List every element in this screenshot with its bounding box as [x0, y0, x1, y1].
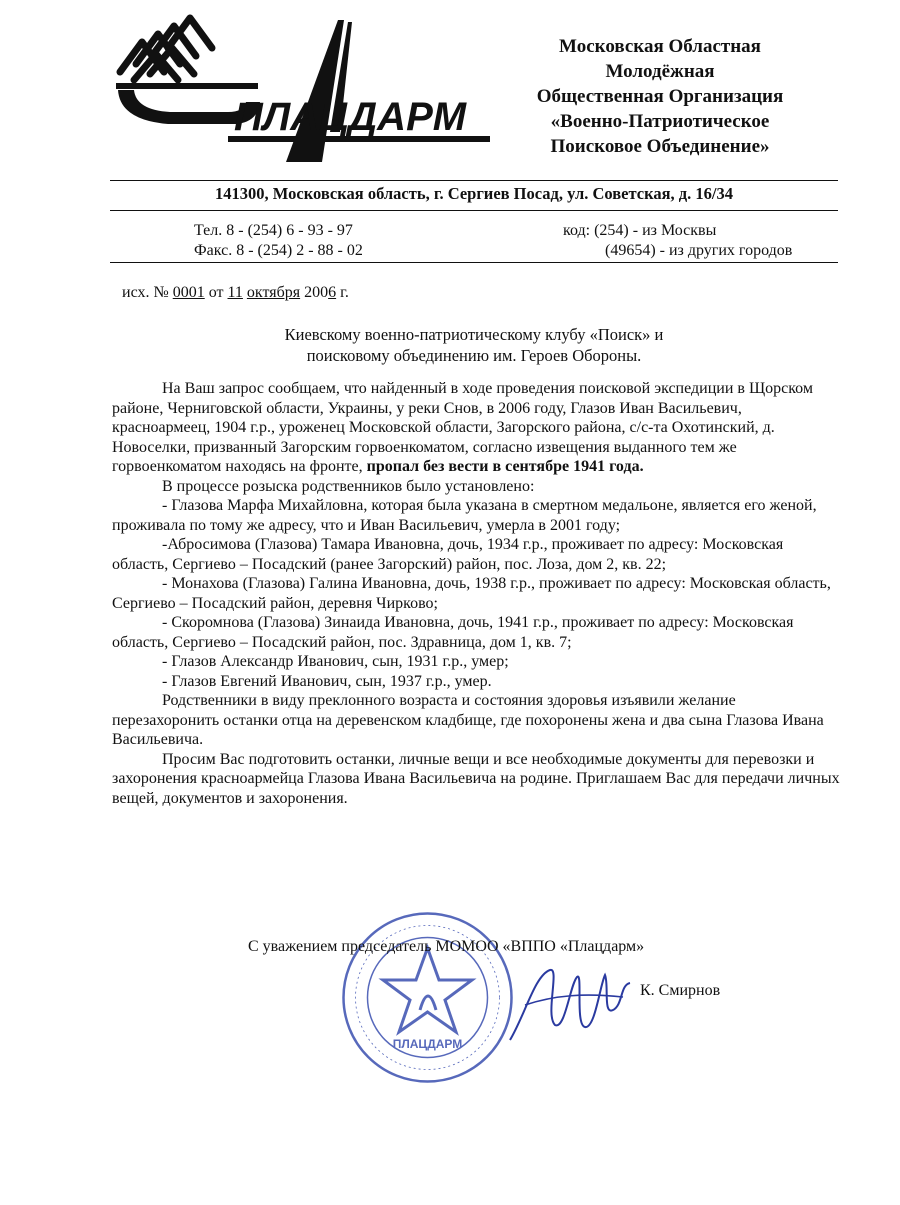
phone-number: Тел. 8 - (254) 6 - 93 - 97 [194, 222, 353, 239]
handwritten-signature [505, 955, 635, 1050]
org-line: Московская Областная [559, 36, 761, 57]
relative-entry: - Глазов Евгений Иванович, сын, 1937 г.р., умер. [162, 672, 492, 690]
logo-text: ПЛАЦДАРМ [234, 95, 467, 139]
header-rule-bottom [110, 262, 838, 263]
body-paragraph: Просим Вас подготовить останки, личные вещи и все необходимые документы для перевозки и захоронения красноармейца Глазова Ивана Васильевича на родине. Приглашаем Вас для передачи личных вещей, документов и захоронения. [112, 750, 840, 807]
ref-year-suffix: 6 [328, 284, 337, 301]
emphasis-missing: пропал без вести в сентябре 1941 года. [366, 458, 644, 475]
org-line: Молодёжная [605, 61, 715, 82]
dial-code-other: (49654) - из других городов [605, 242, 793, 259]
ref-from: от [208, 284, 224, 301]
relative-entry: - Глазова Марфа Михайловна, которая была указана в смертном медальоне, является его женой, проживала по тому же адресу, что и Иван Васильевич, умерла в 2001 году; [112, 497, 817, 534]
body-paragraph [112, 379, 840, 477]
org-line: «Военно-Патриотическое [550, 111, 770, 132]
dial-code-moscow: код: (254) - из Москвы [563, 222, 717, 239]
ref-month: октября [246, 284, 301, 301]
outgoing-reference [122, 284, 349, 302]
relative-entry: -Абросимова (Глазова) Тамара Ивановна, дочь, 1934 г.р., проживает по адресу: Московская область, Сергиево – Посадский (ранее Загорский) район, пос. Лоза, дом 2, кв. 22; [112, 536, 784, 573]
letter-body [112, 379, 840, 808]
paragraph-text: На Ваш запрос сообщаем, что найденный в ходе проведения поисковой экспедиции в Щорском районе, Черниговской области, Украины, у реки Снов, в 2006 году, Глазов Иван Васильевич, красноармеец, 1904 г.р., уроженец Московской области, Загорского района, с/с-та Охотинский, д. Новоселки, призванный Загорским горвоенкоматом, согласно извещения выданного тем же горвоенкоматом находясь на фронте, [112, 380, 813, 475]
closing-regards: С уважением председатель МОМОО «ВППО «Плацдарм» [248, 938, 645, 955]
plats-darm-logo [108, 12, 490, 170]
ref-year-prefix: 200 [304, 284, 329, 301]
organization-stamp [340, 910, 515, 1085]
signer-name: К. Смирнов [640, 982, 721, 999]
body-paragraph: В процессе розыска родственников было установлено: [162, 477, 535, 495]
body-paragraph: Родственники в виду преклонного возраста и состояния здоровья изъявили желание перезахоронить останки отца на деревенском кладбище, где похоронены жена и два сына Глазова Ивана Васильевича. [112, 692, 824, 748]
fax-number: Факс. 8 - (254) 2 - 88 - 02 [194, 242, 363, 259]
recipient-line: поисковому объединению им. Героев Обороны. [306, 346, 642, 365]
recipient-block [110, 324, 838, 366]
ref-number: 0001 [172, 284, 205, 301]
ref-day: 11 [227, 284, 243, 301]
ref-year-unit: г. [340, 284, 349, 301]
postal-address: 141300, Московская область, г. Сергиев Посад, ул. Советская, д. 16/34 [215, 184, 733, 203]
relative-entry: - Скоромнова (Глазова) Зинаида Ивановна, дочь, 1941 г.р., проживает по адресу: Московская область, Сергиево – Посадский район, пос. Здравница, дом 1, кв. 7; [112, 614, 794, 651]
header-rule-middle [110, 210, 838, 211]
relative-entry: - Глазов Александр Иванович, сын, 1931 г.р., умер; [162, 653, 509, 670]
relative-entry: - Монахова (Глазова) Галина Ивановна, дочь, 1938 г.р., проживает по адресу: Московская область, Сергиево – Посадский район, деревня Чирково; [112, 575, 831, 612]
stamp-center-text: ПЛАЦДАРМ [392, 1037, 463, 1051]
ref-prefix: исх. № [122, 284, 169, 301]
org-line: Общественная Организация [536, 86, 784, 107]
organization-name [500, 34, 820, 159]
org-line: Поисковое Объединение» [550, 136, 770, 157]
header-rule-top [110, 180, 838, 181]
recipient-line: Киевскому военно-патриотическому клубу «Поиск» и [284, 325, 664, 344]
